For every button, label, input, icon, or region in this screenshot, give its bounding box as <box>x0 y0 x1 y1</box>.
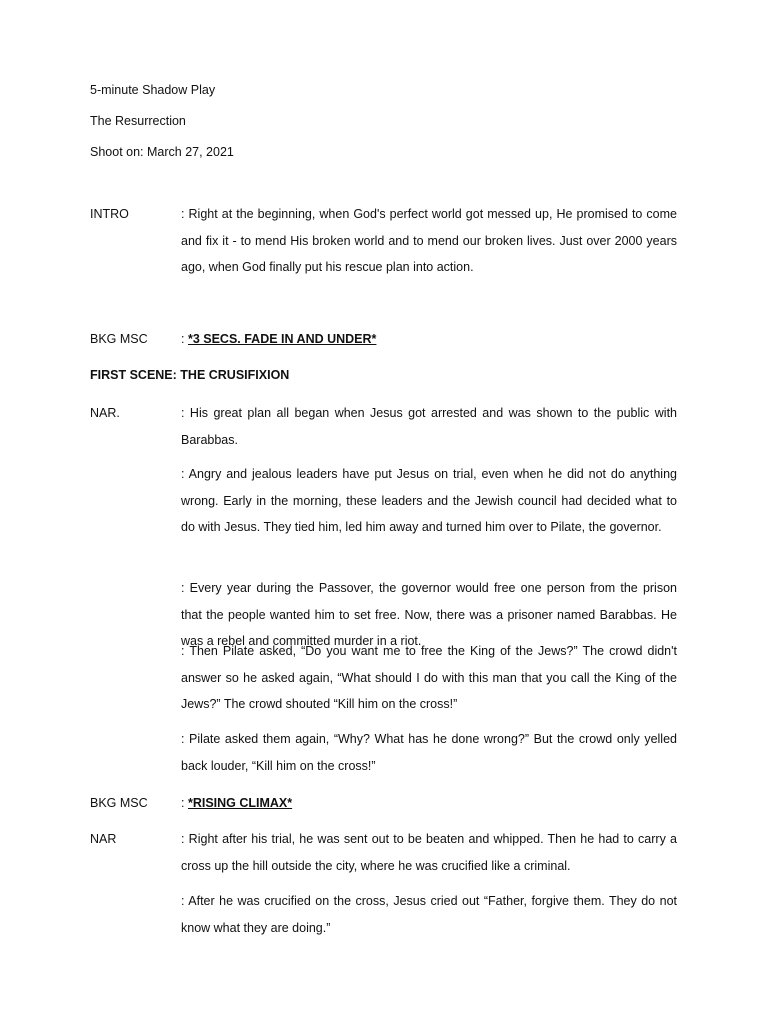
narration-paragraph: : His great plan all began when Jesus got arrested and was shown to the public with Barabbas. <box>181 406 677 447</box>
narration-paragraph: : After he was crucified on the cross, Jesus cried out “Father, forgive them. They do not know what they are doing.” <box>181 894 677 935</box>
cue-prefix-2: : <box>181 796 188 810</box>
shoot-date: Shoot on: March 27, 2021 <box>90 145 234 159</box>
bkg-music-line-1 <box>181 326 677 353</box>
bkg-music-label-2: BKG MSC <box>90 796 148 810</box>
narration-paragraph: : Pilate asked them again, “Why? What has he done wrong?” But the crowd only yelled back louder, “Kill him on the cross!” <box>181 732 677 773</box>
narrator-label-1: NAR. <box>90 406 120 420</box>
narration-paragraph: : Right after his trial, he was sent out to be beaten and whipped. Then he had to carry a cross up the hill outside the city, where he was crucified like a criminal. <box>181 832 677 873</box>
document-title: 5-minute Shadow Play <box>90 83 216 97</box>
bkg-music-line-2 <box>181 790 677 817</box>
music-cue-1: *3 SECS. FADE IN AND UNDER* <box>187 332 377 346</box>
scene-heading: FIRST SCENE: THE CRUSIFIXION <box>90 368 290 382</box>
music-cue-2: *RISING CLIMAX* <box>187 796 293 810</box>
intro-text: : Right at the beginning, when God's perfect world got messed up, He promised to come and fix it - to mend His broken world and to mend our broken lives. Just over 2000 years ago, when God finally put his rescue plan into action. <box>181 207 677 274</box>
intro-label: INTRO <box>90 207 129 221</box>
bkg-music-label-1: BKG MSC <box>90 332 148 346</box>
narration-paragraph: : Every year during the Passover, the governor would free one person from the prison that the people wanted him to set free. Now, there was a prisoner named Barabbas. He was a rebel and committed murder in a riot. <box>181 581 677 648</box>
narration-paragraph: : Then Pilate asked, “Do you want me to free the King of the Jews?” The crowd didn't answer so he asked again, “What should I do with this man that you call the King of the Jews?” The crowd shouted “Kill him on the cross!” <box>181 644 677 711</box>
cue-prefix-1: : <box>181 332 188 346</box>
play-title: The Resurrection <box>90 114 186 128</box>
narration-paragraph: : Angry and jealous leaders have put Jesus on trial, even when he did not do anything wrong. Early in the morning, these leaders and the Jewish council had decided what to do with Jesus. They tied him, led him away and turned him over to Pilate, the governor. <box>181 467 677 534</box>
narrator-label-2: NAR <box>90 832 117 846</box>
